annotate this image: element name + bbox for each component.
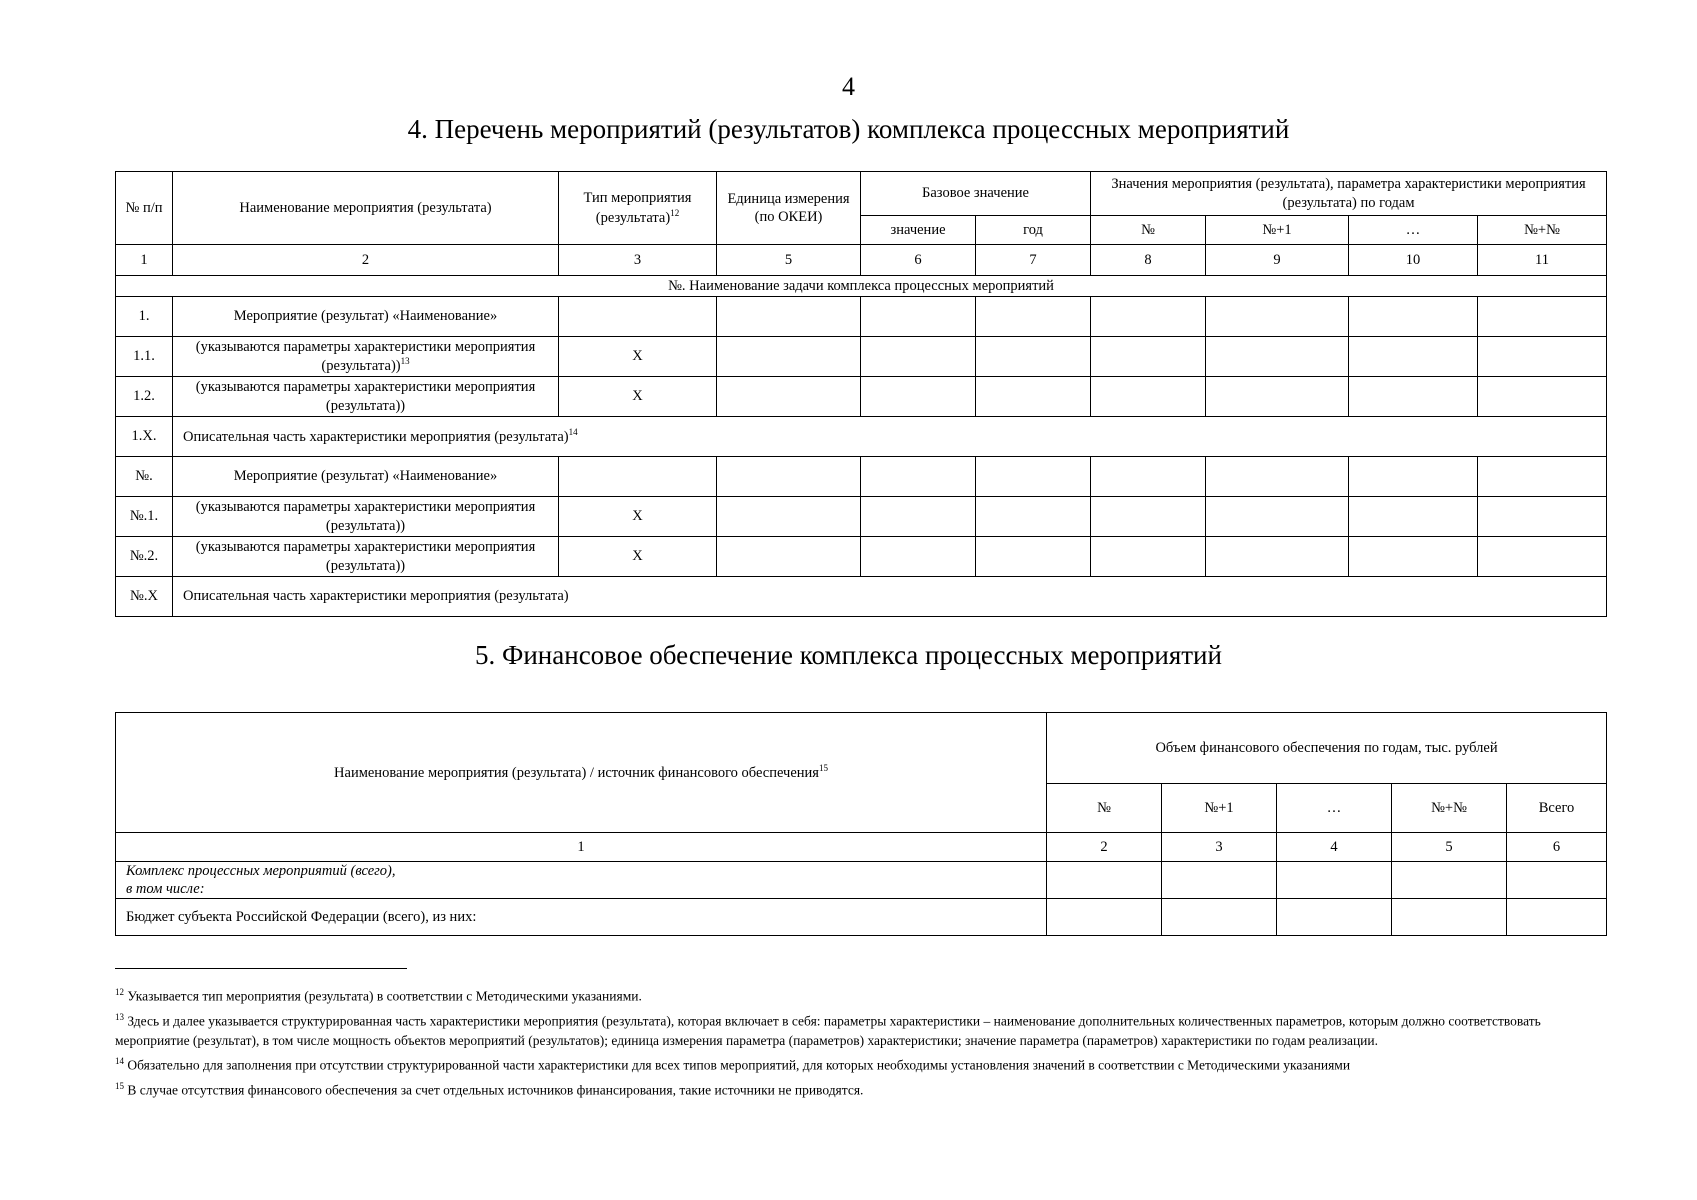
footnote: $^{12}$ Указывается тип мероприятия (результата) в соответствии с Методическими указаниями.	[115, 987, 642, 1004]
header-year-4: №+№	[1478, 216, 1607, 245]
table-row	[116, 537, 1607, 577]
header-base: Базовое значение	[861, 172, 1091, 216]
col-number: 4	[1277, 833, 1392, 862]
row-name: Мероприятие (результат) «Наименование»	[173, 457, 559, 497]
column-numbers-row	[116, 245, 1607, 276]
col-number: 10	[1349, 245, 1478, 276]
header-base-value: значение	[861, 216, 976, 245]
table-row	[116, 377, 1607, 417]
section-5-title: 5. Финансовое обеспечение комплекса процессных мероприятий	[475, 640, 1222, 670]
footnotes	[115, 982, 1605, 1100]
row-name: (указываются параметры характеристики мероприятия (результата))$^{13}$	[173, 337, 559, 377]
activities-table	[115, 171, 1607, 617]
row-num: №.X	[116, 577, 173, 617]
table-row	[116, 899, 1607, 936]
col-number: 6	[1507, 833, 1607, 862]
row-name: Бюджет субъекта Российской Федерации (всего), из них:	[116, 899, 1047, 936]
col-number: 9	[1206, 245, 1349, 276]
row-type: X	[559, 337, 717, 377]
header-name: Наименование мероприятия (результата)	[173, 172, 559, 245]
col-number: 1	[116, 245, 173, 276]
header-year-1: №	[1091, 216, 1206, 245]
col-number: 5	[717, 245, 861, 276]
table-row	[116, 577, 1607, 617]
col-number: 1	[116, 833, 1047, 862]
task-row	[116, 276, 1607, 297]
page-number: 4	[842, 72, 855, 101]
header-type: Тип мероприятия (результата)$^{12}$	[559, 172, 717, 245]
table-row	[116, 862, 1607, 899]
footnote: $^{14}$ Обязательно для заполнения при отсутствии структурированной части характеристики для всех типов мероприятий, для которых необходимы установления значений в соответствии с Методическими указаниями	[115, 1056, 1351, 1073]
financing-table	[115, 712, 1607, 936]
row-num: №.1.	[116, 497, 173, 537]
section-4-title: 4. Перечень мероприятий (результатов) комплекса процессных мероприятий	[407, 114, 1290, 144]
footnote: $^{13}$ Здесь и далее указывается структурированная часть характеристики мероприятия (результата), которая включает в себя: параметры характеристики – наименование дополнительных количественных параметров, которым должно соответствовать мероприятие (результат), в том числе мощность объектов мероприятий (результатов); единица измерения параметра (параметров) характеристики; значение параметра (параметров) характеристики по годам реализации.	[115, 1011, 1541, 1048]
task-name: №. Наименование задачи комплекса процессных мероприятий	[116, 276, 1607, 297]
col-number: 6	[861, 245, 976, 276]
row-description: Описательная часть характеристики мероприятия (результата)	[173, 577, 1607, 617]
col-number: 11	[1478, 245, 1607, 276]
column-numbers-row	[116, 833, 1607, 862]
row-type: X	[559, 377, 717, 417]
row-num: 1.1.	[116, 337, 173, 377]
header-year-4: №+№	[1392, 784, 1507, 833]
row-num: №.2.	[116, 537, 173, 577]
row-name: Мероприятие (результат) «Наименование»	[173, 297, 559, 337]
row-name: (указываются параметры характеристики мероприятия (результата))	[173, 537, 559, 577]
table-header-row	[116, 713, 1607, 784]
header-total: Всего	[1507, 784, 1607, 833]
row-type	[559, 297, 717, 337]
row-name: (указываются параметры характеристики мероприятия (результата))	[173, 497, 559, 537]
row-num: №.	[116, 457, 173, 497]
row-name: (указываются параметры характеристики мероприятия (результата))	[173, 377, 559, 417]
table-header-row	[116, 172, 1607, 216]
header-year-3: …	[1349, 216, 1478, 245]
col-number: 7	[976, 245, 1091, 276]
col-number: 3	[559, 245, 717, 276]
header-num: № п/п	[116, 172, 173, 245]
header-volume: Объем финансового обеспечения по годам, тыс. рублей	[1047, 713, 1607, 784]
row-num: 1.	[116, 297, 173, 337]
header-values: Значения мероприятия (результата), параметра характеристики мероприятия (результата) по годам	[1091, 172, 1607, 216]
col-number: 5	[1392, 833, 1507, 862]
col-number: 3	[1162, 833, 1277, 862]
row-num: 1.2.	[116, 377, 173, 417]
header-year-1: №	[1047, 784, 1162, 833]
header-base-year: год	[976, 216, 1091, 245]
table-row	[116, 457, 1607, 497]
col-number: 2	[1047, 833, 1162, 862]
table-row	[116, 497, 1607, 537]
row-num: 1.X.	[116, 417, 173, 457]
table-row	[116, 337, 1607, 377]
header-unit: Единица измерения (по ОКЕИ)	[717, 172, 861, 245]
header-name: Наименование мероприятия (результата) / источник финансового обеспечения$^{15}$	[116, 713, 1047, 833]
table-row	[116, 417, 1607, 457]
row-name: Комплекс процессных мероприятий (всего), в том числе:	[116, 862, 1047, 899]
table-row	[116, 297, 1607, 337]
col-number: 8	[1091, 245, 1206, 276]
row-type: X	[559, 537, 717, 577]
footnote: $^{15}$ В случае отсутствия финансового обеспечения за счет отдельных источников финансирования, такие источники не приводятся.	[115, 1080, 864, 1097]
footnote-divider	[115, 968, 407, 969]
header-year-2: №+1	[1162, 784, 1277, 833]
row-type	[559, 457, 717, 497]
row-description: Описательная часть характеристики мероприятия (результата)$^{14}$	[173, 417, 1607, 457]
header-year-3: …	[1277, 784, 1392, 833]
header-year-2: №+1	[1206, 216, 1349, 245]
col-number: 2	[173, 245, 559, 276]
row-type: X	[559, 497, 717, 537]
